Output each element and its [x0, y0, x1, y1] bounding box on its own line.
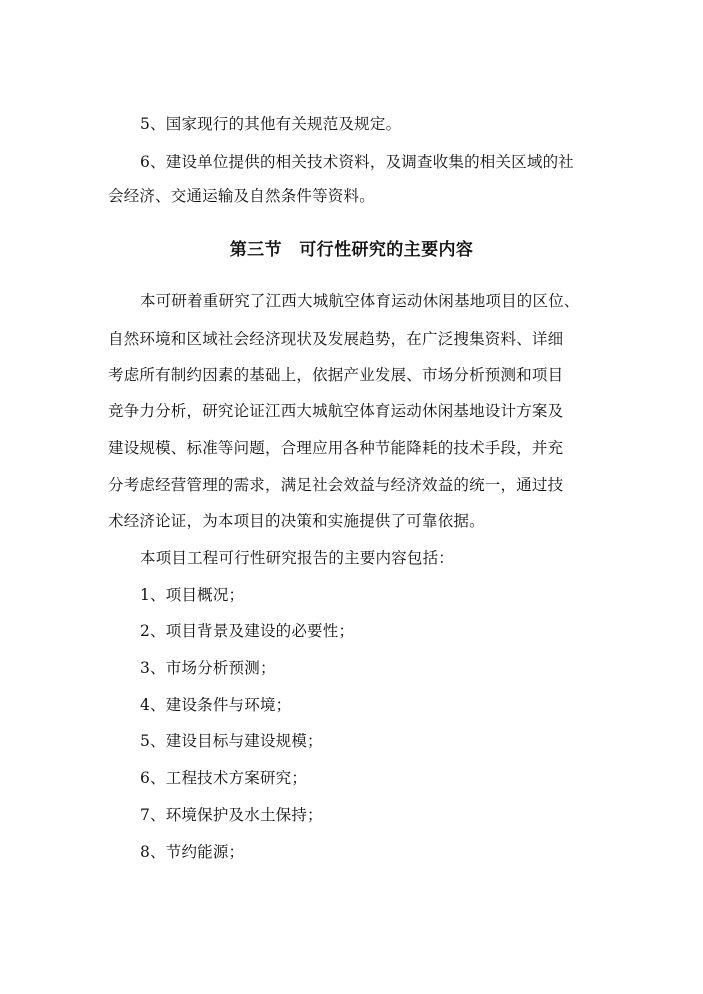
intro-item-5: 5、国家现行的其他有关规范及规定。: [140, 115, 402, 133]
intro-item-6-continuation: 会经济、交通运输及自然条件等资料。: [108, 187, 375, 205]
list-item: 3、市场分析预测；: [140, 659, 276, 677]
paragraph-line: 术经济论证，为本项目的决策和实施提供了可靠依据。: [108, 512, 485, 530]
paragraph-line: 建设规模、标准等问题，合理应用各种节能降耗的技术手段，并充: [108, 439, 564, 457]
list-item: 7、环境保护及水土保持；: [140, 806, 323, 824]
list-item: 1、项目概况；: [140, 586, 245, 604]
paragraph-line: 考虑所有制约因素的基础上，依据产业发展、市场分析预测和项目: [108, 366, 564, 384]
section-title: 第三节 可行性研究的主要内容: [229, 240, 474, 260]
list-item: 6、工程技术方案研究；: [140, 769, 308, 787]
list-intro: 本项目工程可行性研究报告的主要内容包括：: [140, 549, 455, 567]
list-item: 4、建设条件与环境；: [140, 696, 292, 714]
paragraph-line: 分考虑经营管理的需求，满足社会效益与经济效益的统一，通过技: [108, 476, 564, 494]
paragraph-line: 竞争力分析，研究论证江西大城航空体育运动休闲基地设计方案及: [108, 402, 564, 420]
list-item: 2、项目背景及建设的必要性；: [140, 622, 355, 640]
list-item: 5、建设目标与建设规模；: [140, 732, 323, 750]
intro-item-6: 6、建设单位提供的相关技术资料，及调查收集的相关区域的社: [140, 153, 574, 171]
paragraph-line: 自然环境和区域社会经济现状及发展趋势，在广泛搜集资料、详细: [108, 330, 564, 348]
list-item: 8、节约能源；: [140, 843, 245, 861]
paragraph-line: 本可研着重研究了江西大城航空体育运动休闲基地项目的区位、: [140, 292, 580, 310]
